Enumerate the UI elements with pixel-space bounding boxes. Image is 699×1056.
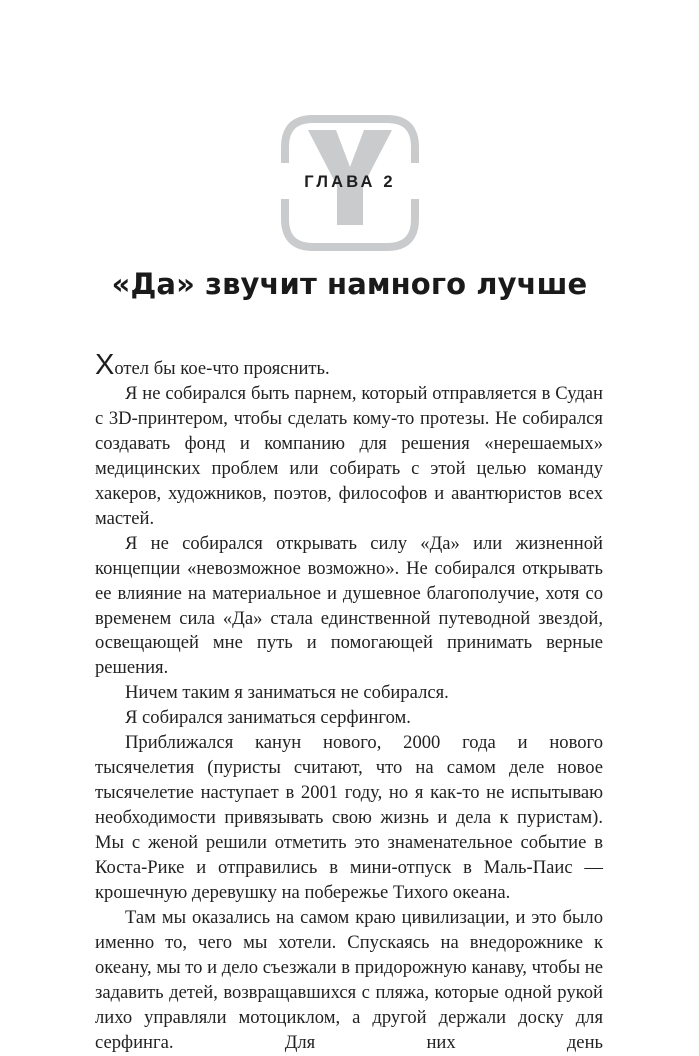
chapter-label: ГЛАВА 2 [304,173,396,191]
paragraph: Приближался канун нового, 2000 года и нового тысячелетия (пуристы считают, что на самом деле новое тысячелетие наступает в 2001 году, но я как-то не испытываю необходимости привязывать свою жизнь и дела к пуристам). Мы с женой решили отметить это знаменательное событие в Коста-Рике и отправились в мини-отпуск в Маль-Паис — крошечную деревушку на побережье Тихого океана. [95,732,603,904]
chapter-body [95,349,603,1056]
paragraph: Я собирался заниматься серфингом. [125,707,411,729]
opening-text: отел бы кое-что прояснить. [114,358,330,379]
paragraph: Я не собирался быть парнем, который отправляется в Судан с 3D-принтером, чтобы сделать кому-то протезы. Не собирался создавать фонд и компанию для решения «нерешаемых» медицинских проблем или собирать с этой целью команду хакеров, художников, поэтов, философов и авантюристов всех мастей. [95,382,603,529]
chapter-title: «Да» звучит намного лучше [111,267,588,301]
paragraph: Ничем таким я заниматься не собирался. [125,682,449,704]
drop-cap: Х [95,349,115,381]
paragraph: Я не собирался открывать силу «Да» или жизненной концепции «невозможное возможно». Не собирался открывать ее влияние на материальное и душевное благополучие, хотя со временем сила «Да» стала единственной путеводной звездой, освещающей мне путь и помогающей принимать верные решения. [95,532,603,679]
paragraph: Там мы оказались на самом краю цивилизации, и это было именно то, чего мы хотели. Спускаясь на внедорожнике к океану, мы то и дело съезжали в придорожную канаву, чтобы не задавить детей, возвращавшихся с пляжа, которые одной рукой лихо управляли мотоциклом, а другой держали доску для серфинга. Для них день [95,906,603,1053]
opening-paragraph [95,349,603,382]
chapter-badge [279,113,421,253]
